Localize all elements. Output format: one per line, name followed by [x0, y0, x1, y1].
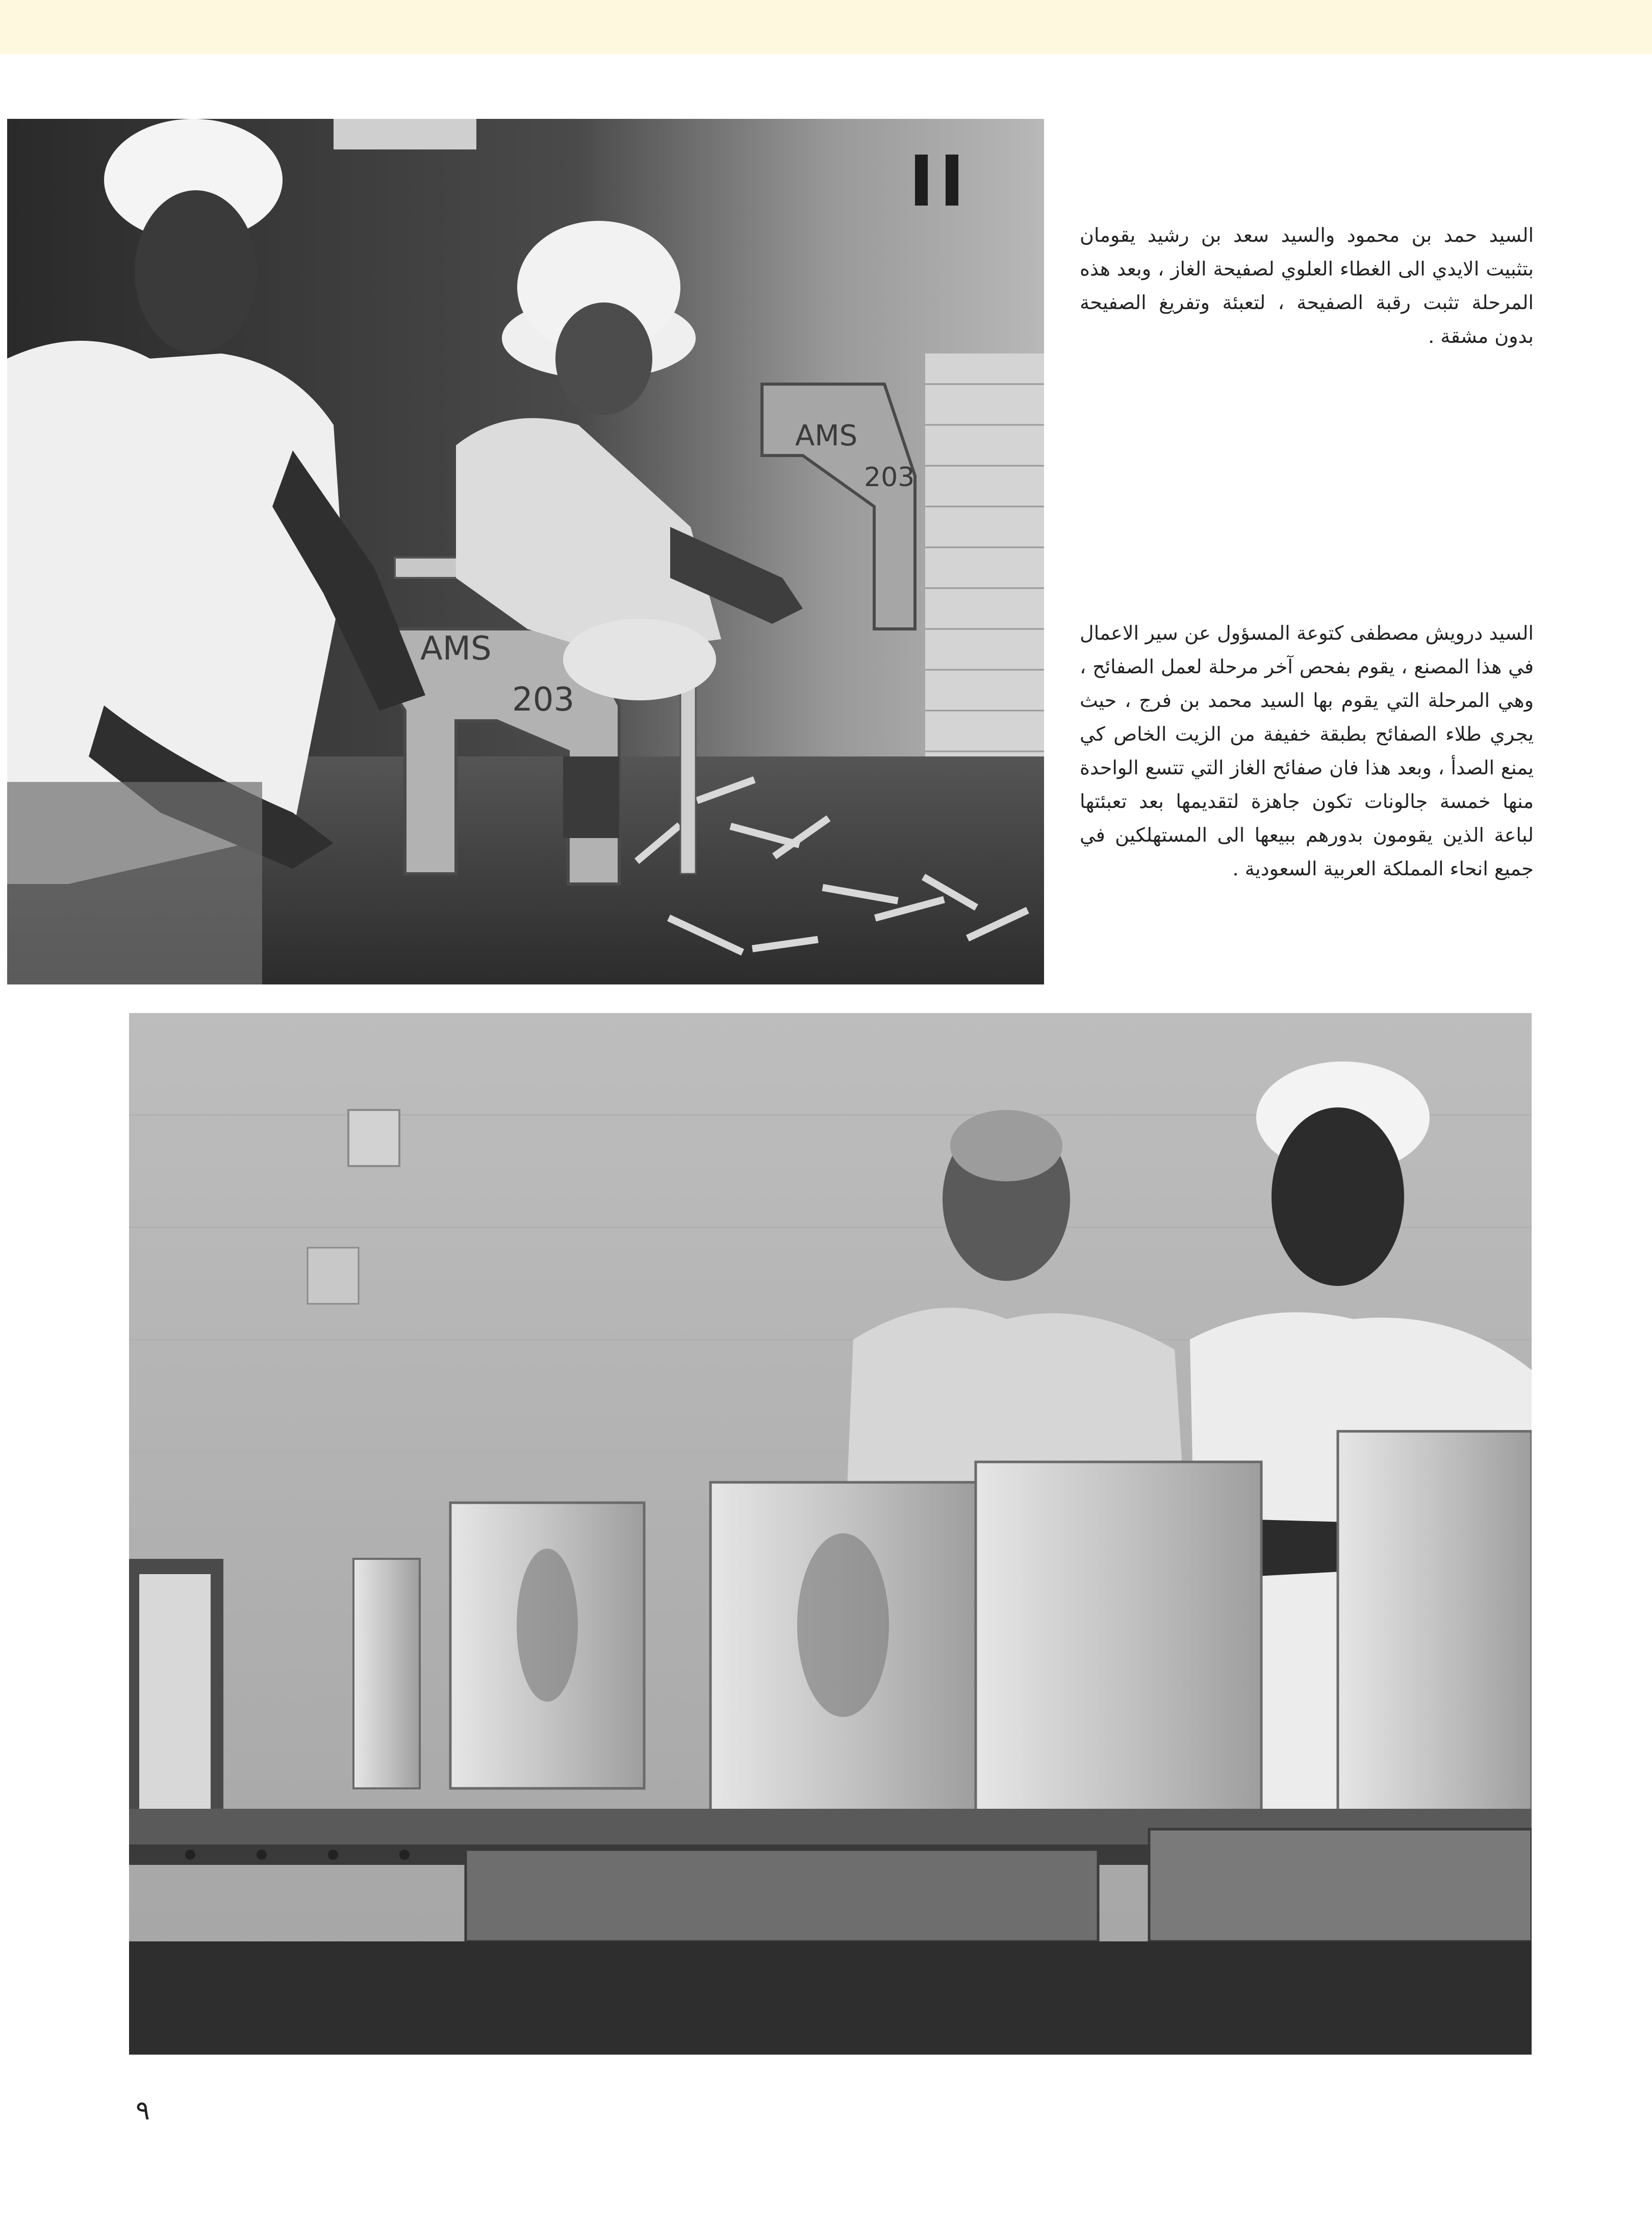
caption-inspection: السيد درويش مصطفى كتوعة المسؤول عن سير الاعمال في هذا المصنع ، يقوم بفحص آخر مرحلة لعمل الصفائح ، وهي المرحلة التي يقوم بها السيد محمد بن فرج ، حيث يجري طلاء الصفائح بطبقة خفيفة من الزيت الخاص كي يمنع الصدأ ، وبعد هذا فان صفائح الغاز التي تتسع الواحدة منها خمسة جالونات تكون جاهزة لتقديمها بعد تعبئتها لباعة الذين يقومون بدورهم ببيعها الى المستهلكين في جميع انحاء المملكة العربية السعودية . — [1080, 622, 1534, 880]
machine-number-left: 203 — [512, 681, 575, 719]
page-number: ٩ — [136, 2095, 150, 2126]
machine-number-right: 203 — [864, 462, 915, 493]
workers-machine-illustration — [7, 119, 1044, 984]
top-color-band — [0, 0, 1652, 54]
workers-machine-photo — [7, 119, 1044, 984]
cans-inspection-photo — [129, 1013, 1532, 2055]
machine-label-left: AMS — [420, 630, 492, 668]
caption-top-photo: السيد حمد بن محمود والسيد سعد بن رشيد يقومان بتثبيت الايدي الى الغطاء العلوي لصفيحة الغاز ، وبعد هذه المرحلة تثبت رقبة الصفيحة ، لتعبئة وتفريغ الصفيحة بدون مشقة . — [1080, 224, 1534, 347]
machine-label-right: AMS — [795, 419, 858, 452]
cans-inspection-illustration — [129, 1013, 1532, 2055]
